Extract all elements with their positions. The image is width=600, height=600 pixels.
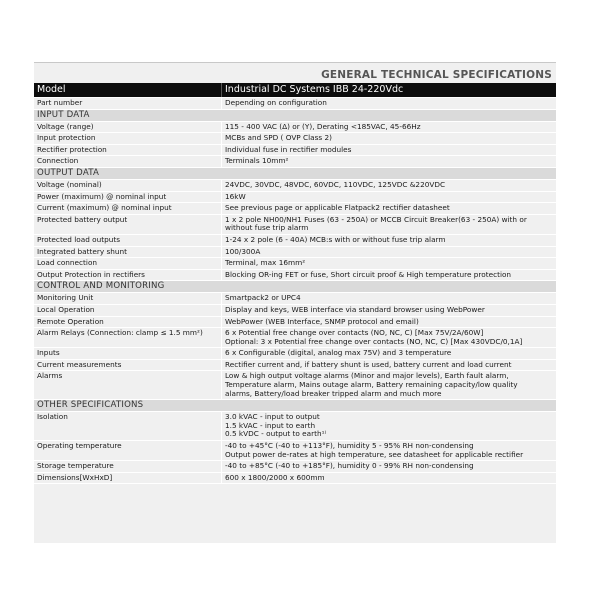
spec-value: 6 x Configurable (digital, analog max 75V) and 3 temperature xyxy=(225,348,452,358)
spec-table xyxy=(34,83,556,484)
spec-value: See previous page or applicable Flatpack2 rectifier datasheet xyxy=(225,203,450,213)
spec-value: 1-24 x 2 pole (6 - 40A) MCB:s with or without fuse trip alarm xyxy=(225,234,446,244)
spec-value: 115 - 400 VAC (Δ) or (Y), Derating <185VAC, 45-66Hz xyxy=(225,121,421,131)
table-row xyxy=(34,180,556,192)
table-row xyxy=(34,328,556,348)
spec-value: 6 x Potential free change over contacts (NO, NC, C) [Max 75V/2A/60W] Optional: 3 x Potential free change over contacts (NO, NC, C) [Max 430VDC/0,1A] xyxy=(225,328,523,346)
table-row xyxy=(34,203,556,215)
section-heading: OUTPUT DATA xyxy=(34,168,556,180)
spec-label: Voltage (range) xyxy=(34,122,222,133)
spec-label: Inputs xyxy=(34,348,222,359)
page-title: GENERAL TECHNICAL SPECIFICATIONS xyxy=(321,69,552,81)
spec-value: Low & high output voltage alarms (Minor and major levels), Earth fault alarm, Temperature alarm, Mains outage alarm, Battery remaining capacity/low quality alarms, Battery/load breaker tripped alarm and much more xyxy=(225,371,518,398)
table-row xyxy=(34,235,556,247)
table-row xyxy=(34,133,556,145)
spec-label: Part number xyxy=(34,98,222,109)
spec-label: Input protection xyxy=(34,133,222,144)
spec-label: Storage temperature xyxy=(34,461,222,472)
table-row xyxy=(34,192,556,204)
spec-value: 24VDC, 30VDC, 48VDC, 60VDC, 110VDC, 125VDC &220VDC xyxy=(225,179,446,189)
spec-label: Integrated battery shunt xyxy=(34,247,222,258)
spec-label: Alarms xyxy=(34,371,222,399)
spec-value: Rectifier current and, if battery shunt is used, battery current and load current xyxy=(225,359,512,369)
spec-value: Display and keys, WEB interface via standard browser using WebPower xyxy=(225,304,485,314)
spec-value: Smartpack2 or UPC4 xyxy=(225,293,301,303)
spec-value: -40 to +85°C (-40 to +185°F), humidity 0 - 99% RH non-condensing xyxy=(225,461,474,471)
table-row xyxy=(34,461,556,473)
table-row xyxy=(34,258,556,270)
table-row xyxy=(34,98,556,110)
section-heading: CONTROL AND MONITORING xyxy=(34,281,556,293)
spec-label: Dimensions[WxHxD] xyxy=(34,473,222,484)
table-row xyxy=(34,156,556,168)
spec-label: Monitoring Unit xyxy=(34,293,222,304)
spec-label: Connection xyxy=(34,156,222,167)
spec-value: Depending on configuration xyxy=(225,98,327,107)
table-row xyxy=(34,360,556,372)
spec-value: MCBs and SPD ( OVP Class 2) xyxy=(225,133,333,143)
table-row xyxy=(34,348,556,360)
spec-value: 1 x 2 pole NH00/NH1 Fuses (63 - 250A) or MCCB Circuit Breaker(63 - 250A) with or without fuse trip alarm xyxy=(225,214,527,233)
spec-label: Isolation xyxy=(34,412,222,440)
spec-value: Individual fuse in rectifier modules xyxy=(225,144,352,154)
spec-value: Blocking OR-ing FET or fuse, Short circuit proof & High temperature protection xyxy=(225,269,512,279)
table-row xyxy=(34,270,556,282)
table-header xyxy=(34,83,556,98)
spec-value: Terminal, max 16mm² xyxy=(225,258,306,268)
spec-label: Remote Operation xyxy=(34,317,222,328)
header-label: Model xyxy=(34,83,222,97)
spec-label: Power (maximum) @ nominal input xyxy=(34,192,222,203)
table-row xyxy=(34,293,556,305)
spec-value: Terminals 10mm² xyxy=(225,156,289,166)
spec-label: Protected load outputs xyxy=(34,235,222,246)
spec-label: Alarm Relays (Connection: clamp ≤ 1.5 mm²) xyxy=(34,328,222,347)
table-row xyxy=(34,441,556,461)
spec-label: Operating temperature xyxy=(34,441,222,460)
spec-label: Load connection xyxy=(34,258,222,269)
table-row xyxy=(34,145,556,157)
spec-label: Current (maximum) @ nominal input xyxy=(34,203,222,214)
spec-label: Local Operation xyxy=(34,305,222,316)
table-row xyxy=(34,305,556,317)
spec-label: Rectifier protection xyxy=(34,145,222,156)
table-row xyxy=(34,473,556,485)
table-row xyxy=(34,247,556,259)
spec-label: Current measurements xyxy=(34,360,222,371)
table-row xyxy=(34,122,556,134)
spec-label: Protected battery output xyxy=(34,215,222,234)
spec-value: 3.0 kVAC - input to output 1.5 kVAC - input to earth 0.5 kVDC - output to earth¹⁾ xyxy=(225,412,327,439)
spec-sheet xyxy=(34,62,556,543)
spec-label: Voltage (nominal) xyxy=(34,180,222,191)
spec-value: -40 to +45°C (-40 to +113°F), humidity 5 - 95% RH non-condensing Output power de-rates at high temperature, see datasheet for applicable rectifier xyxy=(225,441,524,459)
spec-label: Output Protection in rectifiers xyxy=(34,270,222,281)
section-heading: INPUT DATA xyxy=(34,110,556,122)
spec-value: 600 x 1800/2000 x 600mm xyxy=(225,472,325,482)
spec-value: WebPower (WEB Interface, SNMP protocol and email) xyxy=(225,316,419,326)
table-row xyxy=(34,215,556,235)
header-value: Industrial DC Systems IBB 24-220Vdc xyxy=(225,84,404,95)
table-row xyxy=(34,317,556,329)
table-row xyxy=(34,412,556,441)
table-row xyxy=(34,371,556,400)
spec-value: 16kW xyxy=(225,191,246,201)
section-heading: OTHER SPECIFICATIONS xyxy=(34,400,556,412)
spec-value: 100/300A xyxy=(225,246,261,256)
